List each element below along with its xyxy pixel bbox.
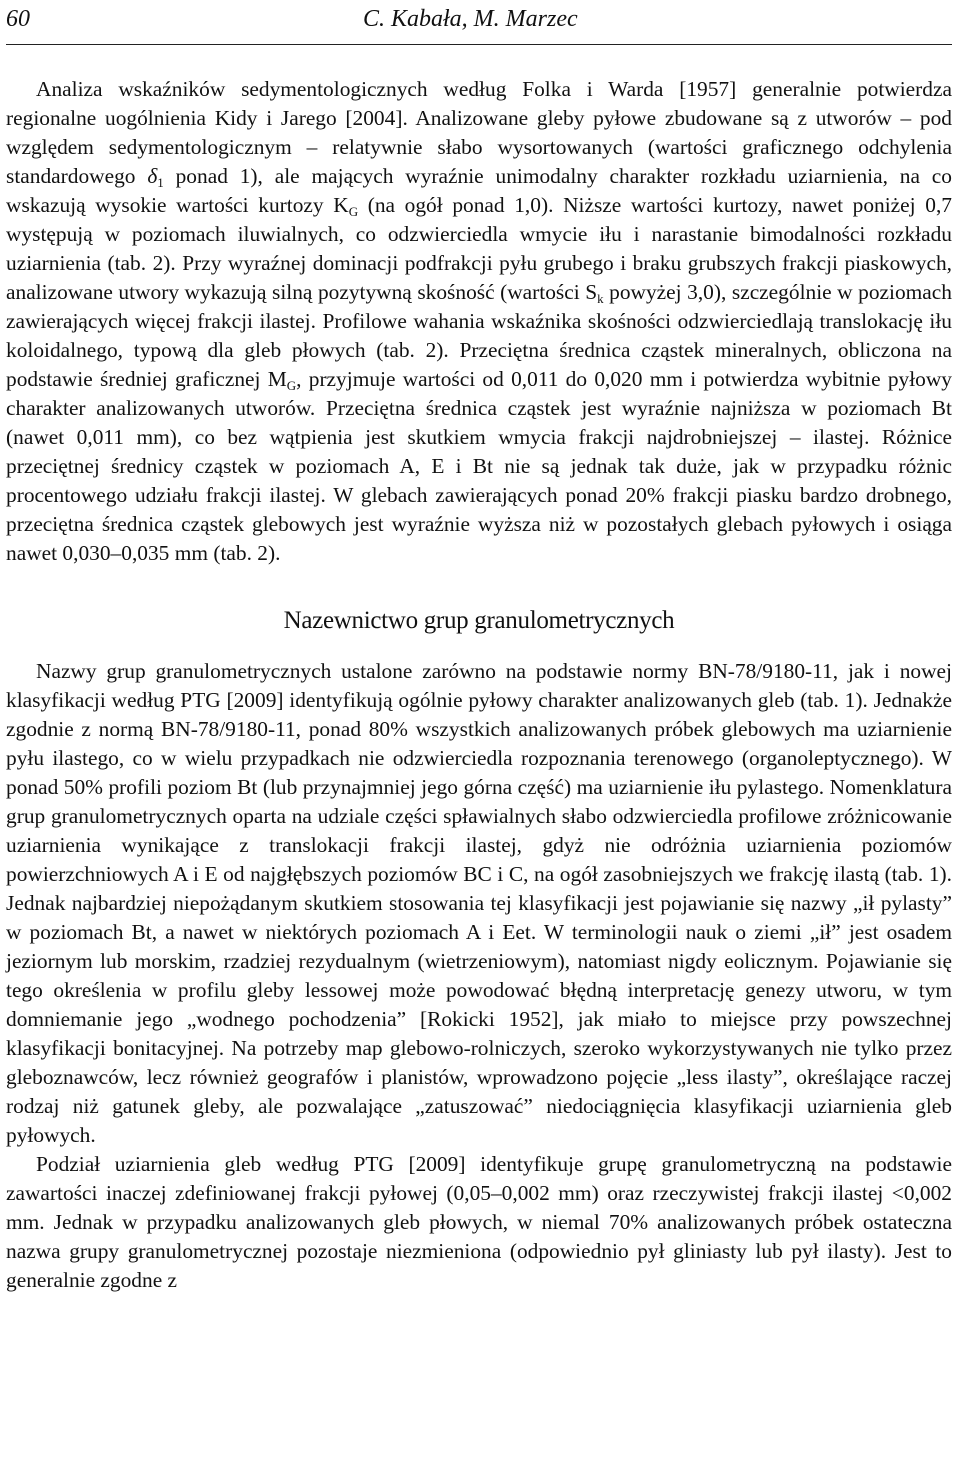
kurtosis-symbol: K bbox=[333, 193, 349, 217]
delta-symbol: δ bbox=[147, 164, 158, 188]
paragraph-nomenclature: Nazwy grup granulometrycznych ustalone zarówno na podstawie normy BN-78/9180-11, jak i nowej klasyfikacji według PTG [2009] identyfikują ogólnie pyłowy charakter analizowanych gleb (tab. 1). Jednakże zgodnie z normą BN-78/9180-11, ponad 80% wszystkich analizowanych próbek glebowych ma uziarnienie pyłu ilastego, co w wielu przypadkach nie odzwierciedla rozpoznania terenowego (organoleptycznego). W ponad 50% profili poziom Bt (lub przynajmniej jego górna część) ma uziarnienie iłu pylastego. Nomenklatura grup granulometrycznych oparta na udziale części spławialnych słabo odzwierciedla profilowe zróżnicowanie uziarnienia wynikające z translokacji frakcji ilastej, gdyż nie odróżnia uziarnienia poziomów powierzchniowych A i E od najgłębszych poziomów BC i C, na ogół zasobniejszych we frakcję ilastą (tab. 1). Jednak najbardziej niepożądanym skutkiem stosowania tej klasyfikacji jest pojawianie się nazwy „ił pylasty” w poziomach Bt, a nawet w niektórych poziomach A i Eet. W terminologii nauk o ziemi „ił” jest osadem jeziornym lub morskim, rzadziej rezydualnym (wietrzeniowym), natomiast nigdy eolicznym. Pojawianie się tego określenia w profilu gleby lessowej może powodować błędną interpretację genezy utworu, w tym domniemanie jego „wodnego pochodzenia” [Rokicki 1952], jak miało to miejsce przy powszechnej klasyfikacji bonitacyjnej. Na potrzeby map glebowo-rolniczych, szeroko wykorzystywanych nie tylko przez gleboznawców, lecz również geografów i planistów, wprowadzono pojęcie „less ilasty”, określające raczej rodzaj niż gatunek gleby, ale pozwalające „zatuszować” niedociągnięcia klasyfikacji uziarnienia gleb pyłowych. bbox=[6, 659, 952, 1147]
paragraph-ptg-classification: Podział uziarnienia gleb według PTG [2009] identyfikuje grupę granulometryczną na podstawie zawartości inaczej zdefiniowanej frakcji pyłowej (0,05–0,002 mm) oraz rzeczywistej frakcji ilastej <0,002 mm. Jednak w przypadku analizowanych gleb płowych, w niemal 70% analizowanych próbek ostateczna nazwa grupy granulometrycznej pozostaje niezmieniona (odpowiednio pył gliniasty lub pył ilasty). Jest to generalnie zgodne z bbox=[6, 1152, 952, 1292]
skewness-subscript: k bbox=[597, 291, 604, 306]
running-header bbox=[6, 0, 952, 45]
mean-symbol: M bbox=[267, 367, 287, 391]
main-text bbox=[6, 75, 952, 1295]
page-number: 60 bbox=[6, 6, 30, 32]
section-heading: Nazewnictwo grup granulometrycznych bbox=[283, 607, 675, 634]
text-run: , przyjmuje wartości od 0,011 do 0,020 mm i potwierdza wybitnie pyłowy charakter analizowanych utworów. Przeciętna średnica cząstek jest wyraźnie najniższa w poziomach Bt (nawet 0,011 mm), co bez wątpienia jest skutkiem wmycia frakcji najdrobniejszej – ilastej. Różnice przeciętnej średnicy cząstek w poziomach A, E i Bt nie są jednak tak duże, jak w przypadku różnic procentowego udziału frakcji ilastej. W glebach zawierających ponad 20% frakcji piasku bardzo drobnego, przeciętna średnica cząstek glebowych jest wyraźnie wyższa niż w pozostałych glebach pyłowych i osiąga nawet 0,030–0,035 mm (tab. 2). bbox=[6, 367, 952, 565]
skewness-symbol: S bbox=[585, 280, 598, 304]
text-run: (na ogół ponad 1,0). Niższe wartości kurtozy, nawet poniżej 0,7 występują w poziomach iluwialnych, co odzwierciedla wmycie iłu i narastanie bimodalności rozkładu uziarnienia (tab. 2). Przy wyraźnej dominacji podfrakcji pyłu grubego i braku grubszych frakcji piaskowych, analizowane utwory wykazują silną pozytywną skośność (wartości bbox=[6, 193, 952, 304]
paragraph-sedimentology bbox=[6, 75, 952, 568]
delta-subscript: 1 bbox=[157, 175, 164, 190]
kurtosis-subscript: G bbox=[348, 204, 359, 219]
text-run: Analiza wskaźników sedymentologicznych według Folka i Warda [1957] generalnie potwierdza regionalne uogólnienia Kidy i Jarego [2004]. Analizowane gleby pyłowe zbudowane są z utworów – pod względem sedymentologicznym – relatywnie słabo wysortowanych (wartości graficznego odchylenia standardowego bbox=[6, 77, 952, 188]
text-run: powyżej 3,0), szczególnie w poziomach zawierających więcej frakcji ilastej. Profilowe wahania wskaźnika skośności odzwierciedlają translokację iłu koloidalnego, typową dla gleb płowych (tab. 2). Przeciętna średnica cząstek mineralnych, obliczona na podstawie średniej graficznej bbox=[6, 280, 952, 391]
running-header-authors: C. Kabała, M. Marzec bbox=[363, 6, 578, 32]
mean-subscript: G bbox=[286, 378, 297, 393]
text-run: ponad 1), ale mających wyraźnie unimodalny charakter rozkładu uziarnienia, na co wskazują wysokie wartości kurtozy bbox=[6, 164, 952, 217]
document-page bbox=[6, 0, 952, 1295]
